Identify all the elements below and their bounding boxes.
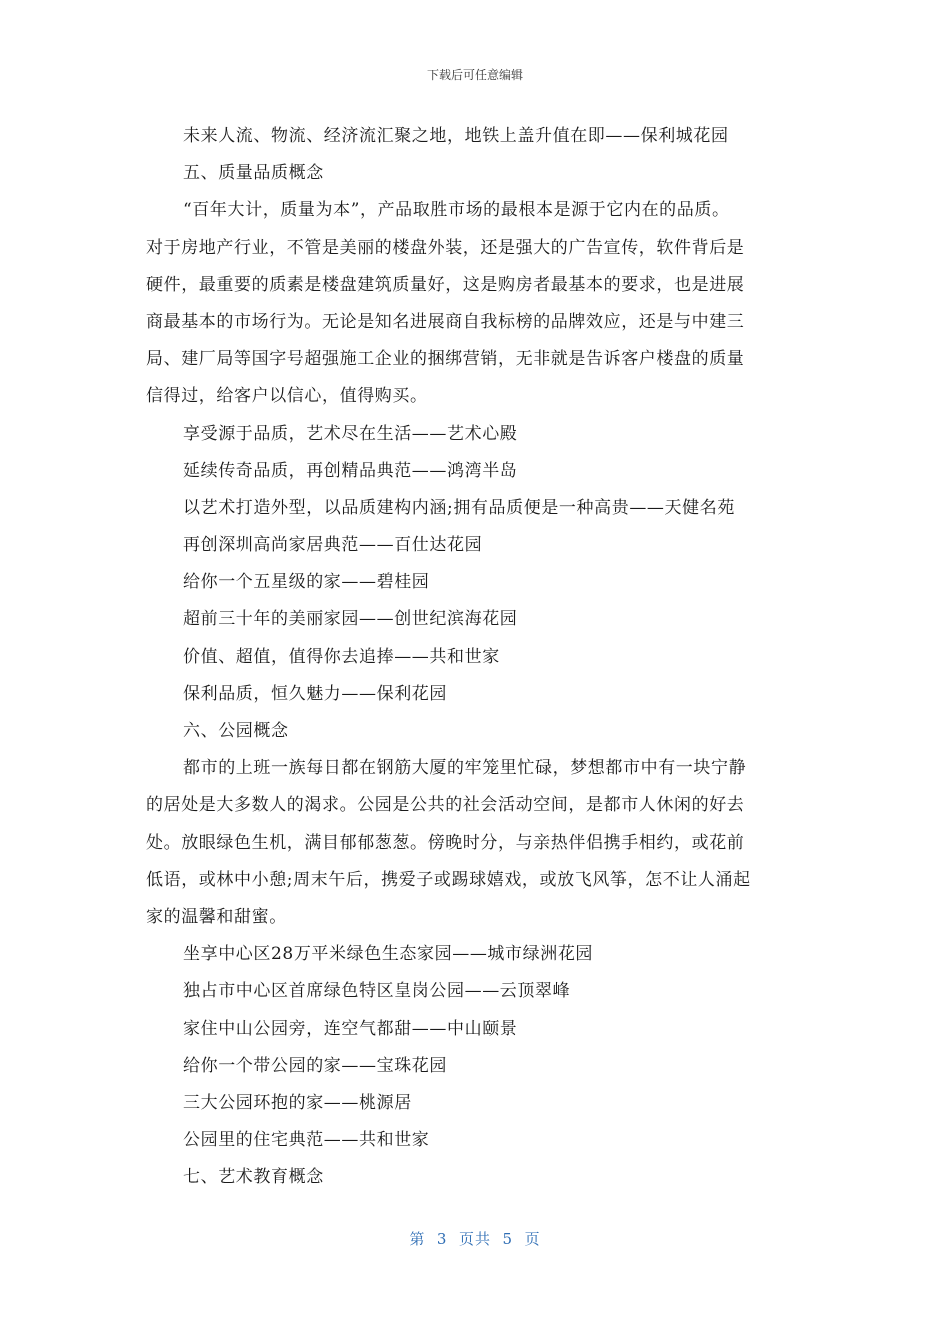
text-line: 硬件，最重要的质素是楼盘建筑质量好，这是购房者最基本的要求，也是进展 xyxy=(146,274,745,295)
document-body xyxy=(146,118,806,1196)
text-line: 坐享中心区28万平米绿色生态家园——城市绿洲花园 xyxy=(183,944,594,965)
text-line: 局、建厂局等国字号超强施工企业的捆绑营销，无非就是告诉客户楼盘的质量 xyxy=(146,349,745,370)
text-line: 价值、超值，值得你去追捧——共和世家 xyxy=(183,646,500,667)
page-header: 下载后可任意编辑 xyxy=(426,68,523,82)
text-line: 给你一个带公园的家——宝珠花园 xyxy=(183,1055,447,1076)
text-line: 未来人流、物流、经济流汇聚之地，地铁上盖升值在即——保利城花园 xyxy=(183,126,729,146)
text-line: 三大公园环抱的家——桃源居 xyxy=(183,1092,412,1113)
text-line: 处。放眼绿色生机，满目郁郁葱葱。傍晚时分，与亲热伴侣携手相约，或花前 xyxy=(146,832,745,853)
text-line: 超前三十年的美丽家园——创世纪滨海花园 xyxy=(183,609,518,630)
text-line: 信得过，给客户以信心，值得购买。 xyxy=(146,386,428,407)
text-line: 的居处是大多数人的渴求。公园是公共的社会活动空间，是都市人休闲的好去 xyxy=(146,795,745,816)
text-line: “百年大计，质量为本”，产品取胜市场的最根本是源于它内在的品质。 xyxy=(183,200,730,221)
text-line: 都市的上班一族每日都在钢筋大厦的牢笼里忙碌，梦想都市中有一块宁静 xyxy=(183,758,747,779)
text-line: 家住中山公园旁，连空气都甜——中山颐景 xyxy=(183,1018,518,1039)
text-line: 公园里的住宅典范——共和世家 xyxy=(183,1130,430,1151)
text-line: 独占市中心区首席绿色特区皇岗公园——云顶翠峰 xyxy=(183,981,571,1002)
text-line: 家的温馨和甜蜜。 xyxy=(146,906,287,927)
text-line: 给你一个五星级的家——碧桂园 xyxy=(183,572,430,593)
text-line: 再创深圳高尚家居典范——百仕达花园 xyxy=(183,535,483,556)
text-line: 七、艺术教育概念 xyxy=(183,1167,324,1188)
text-line: 享受源于品质，艺术尽在生活——艺术心殿 xyxy=(183,423,518,444)
text-line: 商最基本的市场行为。无论是知名进展商自我标榜的品牌效应，还是与中建三 xyxy=(146,311,745,332)
page-footer: 第 3 页共 5 页 xyxy=(409,1230,541,1248)
text-line: 对于房地产行业，不管是美丽的楼盘外装，还是强大的广告宣传，软件背后是 xyxy=(146,237,745,258)
text-line: 以艺术打造外型，以品质建构内涵;拥有品质便是一种高贵——天健名苑 xyxy=(183,497,735,518)
text-line: 六、公园概念 xyxy=(183,721,289,741)
text-line: 低语，或林中小憩;周末午后，携爱子或踢球嬉戏，或放飞风筝，怎不让人涌起 xyxy=(146,869,751,890)
text-line: 五、质量品质概念 xyxy=(183,163,324,184)
text-line: 延续传奇品质，再创精品典范——鸿湾半岛 xyxy=(183,460,518,481)
text-line: 保利品质，恒久魅力——保利花园 xyxy=(183,683,447,704)
